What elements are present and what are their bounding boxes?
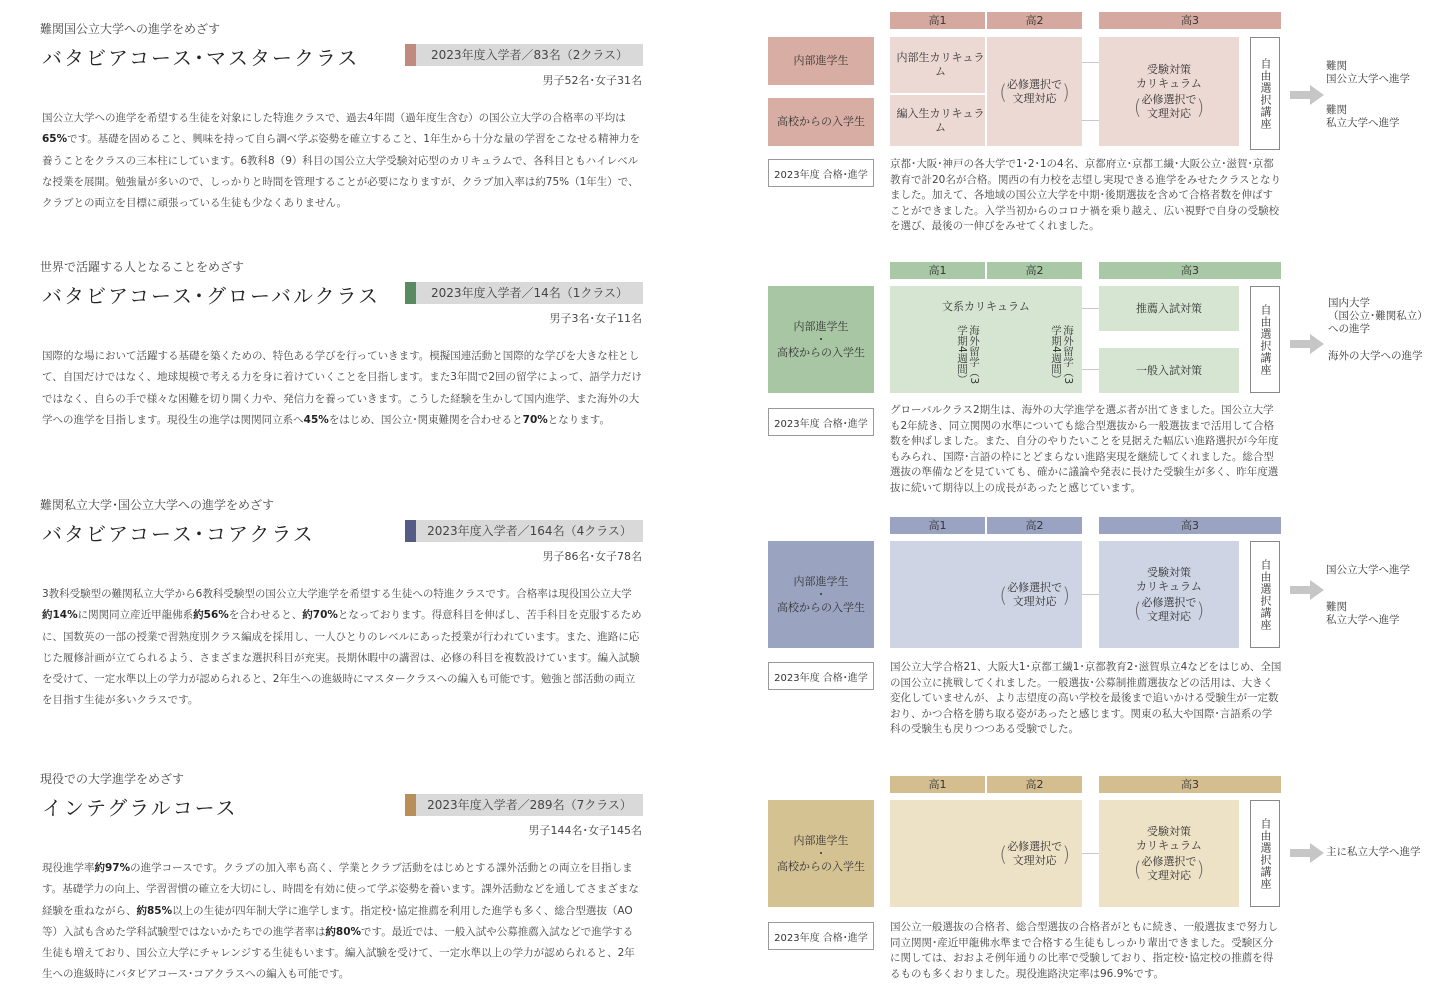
free-elective-label: 自由選択講座 <box>1259 57 1272 130</box>
year-header-3: 高3 <box>1099 776 1281 793</box>
exam-sub-2: 文理対応 <box>1147 106 1191 120</box>
course-description: 国際的な場において活躍する基礎を築くための、特色ある学びを行っていきます。模擬国連活動と国際的な学びを大きな柱として、自国だけではなく、地球規模で考える力を身に着けていくことを目指します。また3年間で2回の留学によって、語学力だけではなく、自らの手で様々な困難を切り開く力や、発信力を養っていきます。こうした経験を生かして国内進学、また海外の大学への進学を目指します。現役生の進学は関関同立系へ45%をはじめ、国公立･関東難関を合わせると70%となります。 <box>42 350 642 426</box>
label-line-2: 高校からの入学生 <box>777 600 865 614</box>
gender-count: 男子3名･女子11名 <box>549 312 642 325</box>
year-header-2: 高2 <box>987 262 1082 279</box>
destination-line: 私立大学へ進学 <box>1326 117 1400 129</box>
result-text: グローバルクラス2期生は、海外の大学進学を選ぶ者が出てきました。国公立大学も2年続き、同立関関の水準についても総合型選抜から一般選抜まで活用して合格数を伸ばしました。また、自分のやりたいことを見据えた幅広い進路選択が今年度もみられ、国際･言語の枠にとどまらない進路実現を継続してくれました。総合型選抜の準備などを見ていても、確かに議論や発表に長けた受験生が多く、昨年度選抜に続いて期待以上の成長があったと感じています。 <box>890 404 1279 494</box>
course-title: インテグラルコース <box>42 796 238 820</box>
destination-1: 主に私立大学へ進学 <box>1326 846 1421 858</box>
exam-curriculum-box: 受験対策 カリキュラム ( 必修選択で 文理対応 ) <box>1099 800 1239 907</box>
result-badge: 2023年度 合格･進学 <box>768 159 874 187</box>
enrollment-text: 2023年度入学者／289名（7クラス） <box>427 798 632 812</box>
color-swatch <box>405 282 416 304</box>
study-abroad-note-2 <box>1050 325 1074 391</box>
course-integral <box>40 770 644 984</box>
course-subtitle: 現役での大学進学をめざす <box>40 772 185 786</box>
connector-line <box>1082 853 1099 854</box>
free-elective-box <box>1250 541 1280 648</box>
label-students <box>768 286 874 393</box>
destination-1: 国公立大学へ進学 <box>1326 564 1410 576</box>
course-global <box>40 258 644 458</box>
result-badge: 2023年度 合格･進学 <box>768 922 874 950</box>
elective-box: ( 必修選択で 文理対応 ) <box>890 541 1082 648</box>
course-description: 国公立大学への進学を希望する生徒を対象にした特進クラスで、過去4年間（過年度生含む）の国公立大学の合格率の平均は65%です。基礎を固めること、興味を持って自ら調べ学ぶ姿勢を確立すること、1年生から十分な量の学習をこなせる精神力を養うことをクラスの三本柱にしています。6教科8（9）科目の国公立大学受験対応型のカリキュラムで、各科目ともハイレベルな授業を展開。勉強量が多いので、しっかりと時間を管理することが必要になりますが、クラブ加入率は約75%（1年生）で、クラブとの両立を目標に頑張っている生徒も少なくありません。 <box>42 112 640 210</box>
course-subtitle: 世界で活躍する人となることをめざす <box>40 260 245 274</box>
enrollment-text: 2023年度入学者／83名（2クラス） <box>430 48 629 62</box>
label-line-1: 内部進学生 <box>793 833 849 847</box>
connector-line <box>1082 594 1099 595</box>
destination-line: 難関 <box>1326 601 1347 613</box>
year-header-1: 高1 <box>890 262 985 279</box>
enrollment-text: 2023年度入学者／14名（1クラス） <box>430 286 629 300</box>
free-elective-box <box>1250 286 1280 393</box>
destination-line: （国公立･難関私立） <box>1328 310 1428 322</box>
color-swatch <box>405 520 416 542</box>
elective-line-1: 必修選択で <box>1007 77 1062 91</box>
gender-count: 男子52名･女子31名 <box>542 74 642 87</box>
diagram-master <box>766 12 1440 242</box>
exam-line-1: 受験対策 <box>1147 62 1191 76</box>
destination-line: 国内大学 <box>1328 297 1370 309</box>
year-header-1: 高1 <box>890 12 985 29</box>
note-line: 海外留学 <box>1062 325 1074 367</box>
note-line: （3学期4週間） <box>956 325 980 385</box>
free-elective-label: 自由選択講座 <box>1259 817 1272 890</box>
exam-line-1: 受験対策 <box>1147 824 1191 838</box>
exam-line-2: カリキュラム <box>1136 579 1202 593</box>
result-badge: 2023年度 合格･進学 <box>768 662 874 690</box>
enrollment-badge <box>405 794 643 816</box>
free-elective-box <box>1250 37 1280 150</box>
destination-line: への進学 <box>1328 323 1370 335</box>
arrow-right-icon <box>1290 580 1324 600</box>
color-swatch <box>405 794 416 816</box>
label-line-1: 内部進学生 <box>793 319 849 333</box>
label-line-2: 高校からの入学生 <box>777 345 865 359</box>
curriculum-label: 文系カリキュラム <box>942 300 1030 313</box>
year-header-2: 高2 <box>987 517 1082 534</box>
enrollment-text: 2023年度入学者／164名（4クラス） <box>427 524 632 538</box>
exam-sub-1: 必修選択で <box>1141 854 1197 868</box>
result-text: 国公立一般選抜の合格者、総合型選抜の合格者がともに続き、一般選抜まで努力し同立関関･産近甲龍佛水準まで合格する生徒もしっかり輩出できました。受験区分に関しては、おおよそ例年通りの比率で受験しており、指定校･協定校の推薦を得るものも多くおりました。現役進路決定率は96.9%です。 <box>890 921 1279 980</box>
year-header-3: 高3 <box>1099 12 1281 29</box>
gender-count: 男子86名･女子78名 <box>542 550 642 563</box>
year-header-3: 高3 <box>1099 262 1281 279</box>
course-core <box>40 496 644 726</box>
course-subtitle: 難関国公立大学への進学をめざす <box>40 22 221 36</box>
destination-line: 難関 <box>1326 60 1347 72</box>
general-exam-box: 一般入試対策 <box>1099 348 1239 393</box>
note-line: 海外留学 <box>968 325 980 367</box>
elective-line-2: 文理対応 <box>1012 91 1057 105</box>
label-students <box>768 541 874 648</box>
connector-line <box>1082 308 1099 309</box>
elective-line-1: 必修選択で <box>1007 580 1063 594</box>
destination-2 <box>1326 104 1400 130</box>
enrollment-badge <box>405 282 643 304</box>
course-description: 現役進学率約97%の進学コースです。クラブの加入率も高く、学業とクラブ活動をはじめとする課外活動との両立を目指します。基礎学力の向上、学習習慣の確立を大切にし、時間を有効に使って学ぶ姿勢を養います。課外活動などを通してさまざまな経験を重ねながら、約85%以上の生徒が四年制大学に進学します。指定校･協定推薦を利用した進学も多く、総合型選抜（AO等）入試も含めた学科試験型ではないかたちでの進学者率は約80%です。最近では、一般入試や公募推薦入試などで進学する生徒も増えており、国公立大学にチャレンジする生徒もいます。編入試験を受けて、一定水準以上の学力が認められると、2年生への進級時にバタビアコース･コアクラスへの編入も可能です。 <box>42 862 639 981</box>
label-line-1: 内部進学生 <box>793 574 849 588</box>
free-elective-box <box>1250 800 1280 907</box>
destination-line: 私立大学へ進学 <box>1326 614 1400 626</box>
exam-line-1: 受験対策 <box>1147 565 1191 579</box>
exam-curriculum-box: 受験対策 カリキュラム ( 必修選択で 文理対応 ) <box>1099 37 1239 146</box>
label-line-2: 高校からの入学生 <box>777 859 865 873</box>
elective-line-2: 文理対応 <box>1012 853 1057 867</box>
course-title: バタビアコース･マスタークラス <box>42 46 360 70</box>
connector-line <box>1082 120 1099 121</box>
study-abroad-note-1 <box>956 325 980 391</box>
result-badge: 2023年度 合格･進学 <box>768 408 874 436</box>
arrow-right-icon <box>1290 85 1324 105</box>
result-text: 京都･大阪･神戸の各大学で1･2･1の4名、京都府立･京都工繊･大阪公立･滋賀･京都教育で計20名が合格。関西の有力校を志望し実現できる進学をみせたクラスとなりました。加えて、各地域の国公立大学を中期･後期選抜を含めて合格者数を伸ばすことができました。入学当初からのコロナ禍を乗り越え、広い視野で自身の受験校を選び、最後の一伸びをみせてくれました。 <box>890 158 1282 232</box>
year-header-2: 高2 <box>987 12 1082 29</box>
elective-line-1: 必修選択で <box>1007 839 1063 853</box>
exam-sub-1: 必修選択で <box>1141 595 1197 609</box>
elective-box: ( 必修選択で 文理対応 ) <box>987 37 1082 146</box>
connector-line <box>1082 369 1099 370</box>
course-title: バタビアコース･グローバルクラス <box>42 284 380 308</box>
exam-curriculum-box: 受験対策 カリキュラム ( 必修選択で 文理対応 ) <box>1099 541 1239 648</box>
enrollment-badge <box>405 520 643 542</box>
arrow-right-icon <box>1290 334 1324 354</box>
course-subtitle: 難関私立大学･国公立大学への進学をめざす <box>40 498 275 512</box>
exam-sub-1: 必修選択で <box>1141 92 1197 106</box>
year-header-1: 高1 <box>890 776 985 793</box>
label-dot: ･ <box>818 587 824 601</box>
exam-line-2: カリキュラム <box>1136 838 1202 852</box>
destination-line: 難関 <box>1326 104 1347 116</box>
curriculum-transfer: 編入生カリキュラム <box>890 95 985 146</box>
destination-2 <box>1326 601 1400 627</box>
destination-2: 海外の大学への進学 <box>1328 350 1423 362</box>
exam-sub-2: 文理対応 <box>1147 609 1191 623</box>
course-master <box>40 20 644 220</box>
year-header-2: 高2 <box>987 776 1082 793</box>
destination-line: 国公立大学へ進学 <box>1326 73 1410 85</box>
label-students <box>768 800 874 907</box>
curriculum-internal: 内部生カリキュラム <box>890 37 985 93</box>
gender-count: 男子144名･女子145名 <box>528 824 642 837</box>
year-header-3: 高3 <box>1099 517 1281 534</box>
diagram-integral <box>766 776 1440 986</box>
enrollment-badge <box>405 44 643 66</box>
arrow-right-icon <box>1290 843 1324 863</box>
exam-sub-2: 文理対応 <box>1147 868 1191 882</box>
label-external-students: 高校からの入学生 <box>768 98 874 146</box>
color-swatch <box>405 44 416 66</box>
destination-1 <box>1328 297 1428 336</box>
diagram-global <box>766 262 1440 502</box>
label-internal-students: 内部進学生 <box>768 37 874 85</box>
free-elective-label: 自由選択講座 <box>1259 558 1272 631</box>
destination-1 <box>1326 60 1410 86</box>
course-description: 3教科受験型の難関私立大学から6教科受験型の国公立大学進学を希望する生徒への特進クラスです。合格率は現役国公立大学約14%に関関同立産近甲龍佛系約56%を合わせると、約70%となっております。得意科目を伸ばし、苦手科目を克服するために、国数英の一部の授業で習熟度別クラス編成を採用し、一人ひとりのレベルにあった授業が行われています。また、進路に応じた履修計画が立てられるよう、さまざまな選択科目が充実。長期休暇中の講習は、必修の科目を複数設けています。編入試験を受けて、一定水準以上の学力が認められると、2年生への進級時にマスタークラスへの編入も可能です。勉強と部活動の両立を目指す生徒が多いクラスです。 <box>42 588 642 707</box>
elective-line-2: 文理対応 <box>1012 594 1057 608</box>
label-dot: ･ <box>818 332 824 346</box>
exam-line-2: カリキュラム <box>1136 76 1202 90</box>
free-elective-label: 自由選択講座 <box>1259 303 1272 376</box>
label-dot: ･ <box>818 846 824 860</box>
year-header-1: 高1 <box>890 517 985 534</box>
recommendation-exam-box: 推薦入試対策 <box>1099 286 1239 331</box>
result-text: 国公立大学合格21、大阪大1･京都工繊1･京都教育2･滋賀県立4などをはじめ、全国の国公立に挑戦してくれました。一般選抜･公募制推薦選抜などの活用は、大きく変化していませんが、より志望度の高い学校を最後まで追いかける受験生が一定数おり、かつ合格を勝ち取る姿があったと感じます。関東の私大や国際･言語系の学科の受験生も戻りつつある受験でした。 <box>890 661 1282 735</box>
note-line: （3学期4週間） <box>1050 325 1074 385</box>
connector-line <box>1082 62 1099 63</box>
diagram-core <box>766 517 1440 742</box>
course-title: バタビアコース･コアクラス <box>42 522 315 546</box>
elective-box: ( 必修選択で 文理対応 ) <box>890 800 1082 907</box>
